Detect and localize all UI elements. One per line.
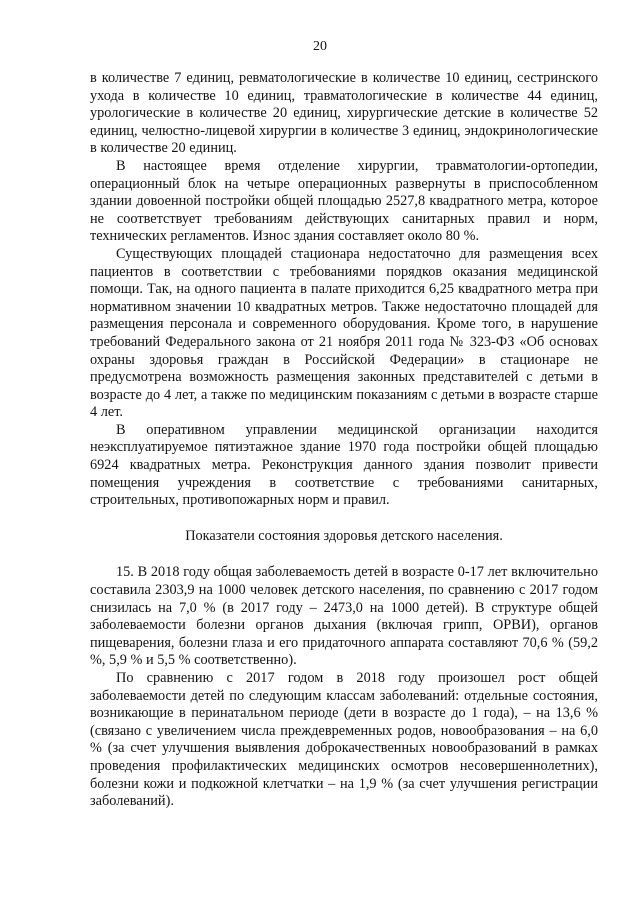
paragraph-morbidity-growth: По сравнению с 2017 годом в 2018 году произошел рост общей заболеваемости детей по следующим классам заболеваний: отдельные состояния, возникающие в перинатальном периоде (дети в возрасте до 1 года), – на 13,6 % (связано с увеличением числа преждевременных родов, новообразования – на 6,0 % (за счет улучшения выявления доброкачественных новообразований в рамках проведения профилактических медицинских осмотров несовершеннолетних), болезни кожи и подкожной клетчатки – на 1,9 % (за счет улучшения регистрации заболеваний). [90, 670, 598, 810]
paragraph-bed-counts-continued: в количестве 7 единиц, ревматологические в количестве 10 единиц, сестринского ухода в количестве 10 единиц, травматологические в количестве 44 единиц, урологические в количестве 20 единиц, хирургические детские в количестве 52 единиц, челюстно-лицевой хирургии в количестве 3 единиц, эндокринологические в количестве 20 единиц. [90, 70, 598, 157]
paragraph-unused-building: В оперативном управлении медицинской организации находится неэксплуатируемое пятиэтажное здание 1970 года постройки общей площадью 6924 квадратных метра. Реконструкция данного здания позволит привести помещения учреждения в соответствие с требованиями санитарных, строительных, противопожарных норм и правил. [90, 421, 598, 509]
paragraph-hospital-space: Существующих площадей стационара недостаточно для размещения всех пациентов в соответствии с требованиями порядков оказания медицинской помощи. Так, на одного пациента в палате приходится 6,25 квадратного метра при нормативном значении 10 квадратных метров. Также недостаточно площадей для размещения персонала и современного оборудования. Кроме того, в нарушение требований Федерального закона от 21 ноября 2011 года № 323-ФЗ «Об основах охраны здоровья граждан в Российской Федерации» в стационаре не предусмотрена возможность размещения законных представителей с детьми в возрасте до 4 лет, а также по медицинским показаниям с детьми в возрасте старше 4 лет. [90, 245, 598, 421]
paragraph-surgery-building: В настоящее время отделение хирургии, травматологии-ортопедии, операционный блок на четыре операционных развернуты в приспособленном здании довоенной постройки общей площадью 2527,8 квадратного метра, которое не соответствует требованиям действующих санитарных правил и норм, технических регламентов. Износ здания составляет около 80 %. [90, 157, 598, 245]
section-heading: Показатели состояния здоровья детского населения. [185, 527, 503, 544]
page-number: 20 [313, 39, 327, 54]
paragraph-general-morbidity: 15. В 2018 году общая заболеваемость детей в возрасте 0-17 лет включительно составила 2303,9 на 1000 человек детского населения, по сравнению с 2017 годом снизилась на 7,0 % (в 2017 году – 2473,0 на 1000 детей). В структуре общей заболеваемости болезни органов дыхания (включая грипп, ОРВИ), органов пищеварения, болезни глаза и его придаточного аппарата составляют 70,6 % (59,2 %, 5,9 % и 5,5 % соответственно). [90, 564, 598, 669]
page-body [90, 70, 598, 811]
